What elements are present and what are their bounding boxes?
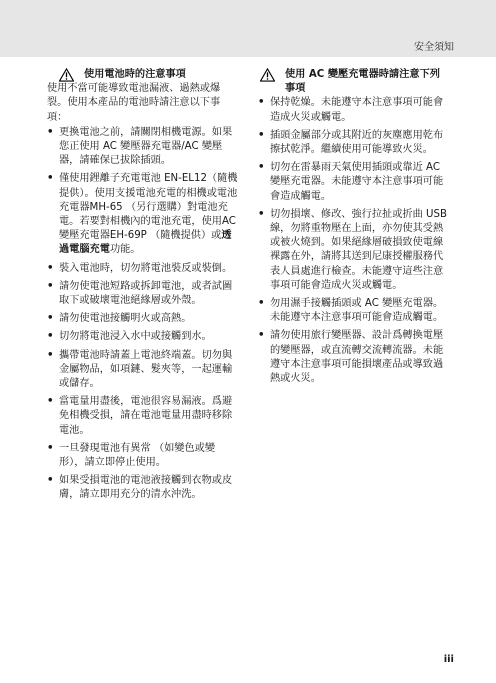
list-item: • 請勿使電池接觸明火或高熱。	[47, 312, 238, 326]
list-item	[47, 172, 238, 257]
warning-icon	[260, 68, 275, 82]
list-item: • 請勿使電池短路或拆卸電池，或者試圖取下或破壞電池絕緣層或外殼。	[47, 280, 238, 308]
list-item: • 切勿在雷暴雨天氣使用插頭或靠近 AC 變壓充電器。未能遵守本注意事項可能會造成觸電。	[258, 161, 448, 204]
ac-adapter-heading	[258, 68, 448, 96]
battery-list	[47, 126, 238, 503]
battery-heading	[47, 68, 238, 82]
list-item: • 當電量用盡後，電池很容易漏液。爲避免相機受損，請在電池電量用盡時移除電池。	[47, 395, 238, 438]
list-item: • 一旦發現電池有異常 （如變色或變形），請立即停止使用。	[47, 442, 238, 470]
list-item-text: 僅使用鋰離子充電電池 EN-EL12（隨機提供）。使用支援電池充電的相機或電池充電器MH-65 （另行選購）對電池充電。若要對相機內的電池充電，使用AC變壓充電器EH-69P （隨機提供）或	[59, 173, 238, 242]
list-item: • 切勿損壞、修改、強行拉扯或折曲 USB 線，勿將重物壓在上面，亦勿使其受熱或被火燒到。如果絕緣層破損致使電線裸露在外，請將其送到尼康授權服務代表人員處進行檢查。未能遵守這些注意事項可能會造成火災或觸電。	[258, 208, 448, 293]
list-item: • 保持乾燥。未能遵守本注意事項可能會造成火災或觸電。	[258, 96, 448, 124]
ac-adapter-heading-text: 使用 AC 變壓充電器時請注意下列事項	[285, 69, 440, 95]
battery-intro: 使用不當可能導致電池漏液、過熱或爆裂。使用本產品的電池時請注意以下事項：	[47, 83, 221, 123]
list-item: • 勿用濕手接觸插頭或 AC 變壓充電器。未能遵守本注意事項可能會造成觸電。	[258, 297, 448, 325]
list-item: • 如果受損電池的電池液接觸到衣物或皮膚，請立即用充分的清水沖洗。	[47, 474, 238, 502]
section-title: 安全須知	[414, 42, 454, 53]
ac-adapter-precautions-column	[258, 68, 448, 390]
list-item: • 請勿使用旅行變壓器、設計爲轉換電壓的變壓器，或直流轉交流轉流器。未能遵守本注意事項可能損壞產品或導致過熱或火災。	[258, 329, 448, 386]
page-header	[0, 0, 496, 57]
list-item: • 插頭金屬部分或其附近的灰塵應用乾布擦拭乾淨。繼續使用可能導致火災。	[258, 129, 448, 157]
warning-icon	[59, 68, 74, 82]
page-number: iii	[443, 654, 454, 665]
list-item: • 攜帶電池時請蓋上電池終端蓋。切勿與金屬物品，如項鏈、髮夾等，一起運輸或儲存。	[47, 349, 238, 392]
ac-adapter-list	[258, 96, 448, 386]
list-item: • 更換電池之前，請關閉相機電源。如果您正使用 AC 變壓器充電器/AC 變壓器，請確保已拔除插頭。	[47, 126, 238, 169]
list-item: • 裝入電池時，切勿將電池裝反或裝倒。	[47, 262, 238, 276]
battery-heading-text: 使用電池時的注意事項	[84, 69, 186, 80]
list-item: • 切勿將電池浸入水中或接觸到水。	[47, 330, 238, 344]
battery-precautions-column	[47, 68, 238, 507]
list-item-tail: 功能。	[109, 244, 141, 256]
usb-charging-term: 透過電腦充電	[59, 230, 232, 256]
